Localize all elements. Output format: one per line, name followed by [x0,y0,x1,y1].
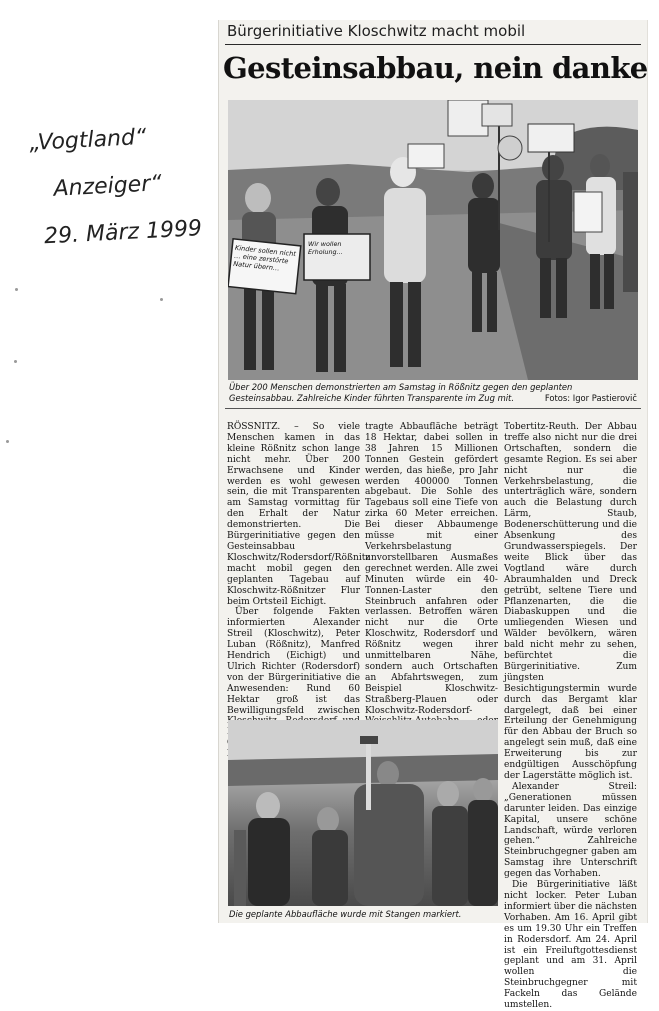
photo-credit: Fotos: Igor Pastierovič [544,393,637,403]
sign-text-middle: Wir wollen Erholung… [308,240,343,256]
scan-speck [160,298,163,301]
caption-rule [225,408,641,409]
demonstration-photo [228,100,638,380]
article-column-2 [365,422,498,732]
handwritten-source-note [28,110,220,260]
note-line-newspaper: „Vogtland“ [28,124,148,156]
demonstration-photo-drawing [228,100,638,380]
photo1-caption: Über 200 Menschen demonstrierten am Samstag in Rößnitz gegen den geplanten Gesteinsabbau. Zahlreiche Kinder führten Transparente im Zug mit. [229,382,573,403]
column3-paragraph: Die Bürgerinitiative läßt nicht locker. Peter Luban informiert über die nächsten Vorhaben. Am 16. April gibt es um 19.30 Uhr ein Treffen in Rodersdorf. Am 24. April ist ein Freiluftgottesdienst geplant und am 31. April wollen die Steinbruchgegner mit Fackeln das Gelände umstellen. [504,880,637,1011]
newspaper-clipping [218,20,648,1011]
kicker-rule [225,44,641,45]
column1-paragraph: RÖSSNITZ. – So viele Menschen kamen in das kleine Rößnitz schon lange nicht mehr. Über 200 Erwachsene und Kinder werden es wohl gewesen sein, die mit Transparenten am Samstag vormittag für den Erhalt der Natur demonstrierten. Die Bürgerinitiative gegen den Gesteinsabbau Kloschwitz/Rodersdorf/Rößnitz macht mobil gegen den geplanten Tagebau auf Kloschwitz-Rößnitzer Flur beim Ortsteil Eichigt. [227,422,371,607]
note-line-newspaper-2: Anzeiger“ [53,171,163,202]
scan-speck [15,288,18,291]
marked-area-photo [228,720,498,906]
article-kicker: Bürgerinitiative Kloschwitz macht mobil [227,22,526,40]
note-line-date: 29. März 1999 [43,216,203,250]
photo2-caption: Die geplante Abbaufläche wurde mit Stangen markiert. [229,909,462,919]
article-headline: Gesteinsabbau, nein danke [223,51,648,85]
article-column-3 [504,422,637,1011]
scan-speck [14,360,17,363]
column3-paragraph: Tobertitz-Reuth. Der Abbau treffe also nicht nur die drei Ortschaften, sondern die gesamte Region. Es sei aber nicht nur die Verkehrsbelastung, die unterträglich wäre, sondern auch die Belastung durch Lärm, Staub, Bodenerschütterung und die Absenkung des Grundwasserspiegels. Der weite Blick über das Vogtland wäre durch Abraumhalden und Dreck getrübt, seltene Tiere und Pflanzenarten, die die Diabaskuppen und die umliegenden Wiesen und Wälder bevölkern, wären bald nicht mehr zu sehen, befürchtet die Bürgerinitiative. Zum jüngsten Besichtigungstermin wurde durch das Bergamt klar dargelegt, daß bei einer Erteilung der Genehmigung für den Abbau der Bruch so angelegt sein muß, daß eine Erweiterung bis zur endgültigen Ausschöpfung der Lagerstätte möglich ist. [504,422,637,781]
sign-text-left: Kinder sollen nicht … eine zerstörte Natur übern… [232,243,297,273]
article-column-1 [227,422,371,732]
scan-speck [6,440,9,443]
column1-paragraph: Über folgende Fakten informierten Alexander Streil (Kloschwitz), Peter Luban (Rößnitz), Manfred Hendrich (Eichigt) und Ulrich Richter (Rodersdorf) von der Bürgerinitiative die Anwesenden: Rund 60 Hektar groß ist das Bewilligungsfeld zwischen [227,607,360,716]
marked-area-photo-drawing [228,720,498,906]
column3-paragraph: Alexander Streil: „Generationen müssen darunter leiden. Das einzige Kapital, unsere schöne Landschaft, würde verloren gehen.“ Zahlreiche Steinbruchgegner gaben am Samstag ihre Unterschrift gegen das Vorhaben. [504,781,637,880]
column2-paragraph: tragte Abbaufläche beträgt 18 Hektar, dabei sollen in 38 Jahren 15 Millionen Tonnen Gestein gefördert werden, das hieße, pro Jahr werden 400000 Tonnen abgebaut. Die Sohle des Tagebaus soll eine Tiefe von zirka 60 Meter erreichen. Bei dieser Abbaumenge müsse mit einer Verkehrsbelastung unvorstellbaren Ausmaßes gerechnet werden. Alle zwei Minuten würde ein 40-Tonnen-Laster den Steinbruch anfahren oder verlassen. Betroffen wären nicht nur die Orte Kloschwitz, Rodersdorf und Rößnitz wegen ihrer unmittelbaren Nähe, sondern auch Ortschaften an Abfahrtswegen, zum Beispiel Kloschwitz-Straßberg-Plauen oder Kloschwitz-Rodersdorf- [365,422,498,716]
